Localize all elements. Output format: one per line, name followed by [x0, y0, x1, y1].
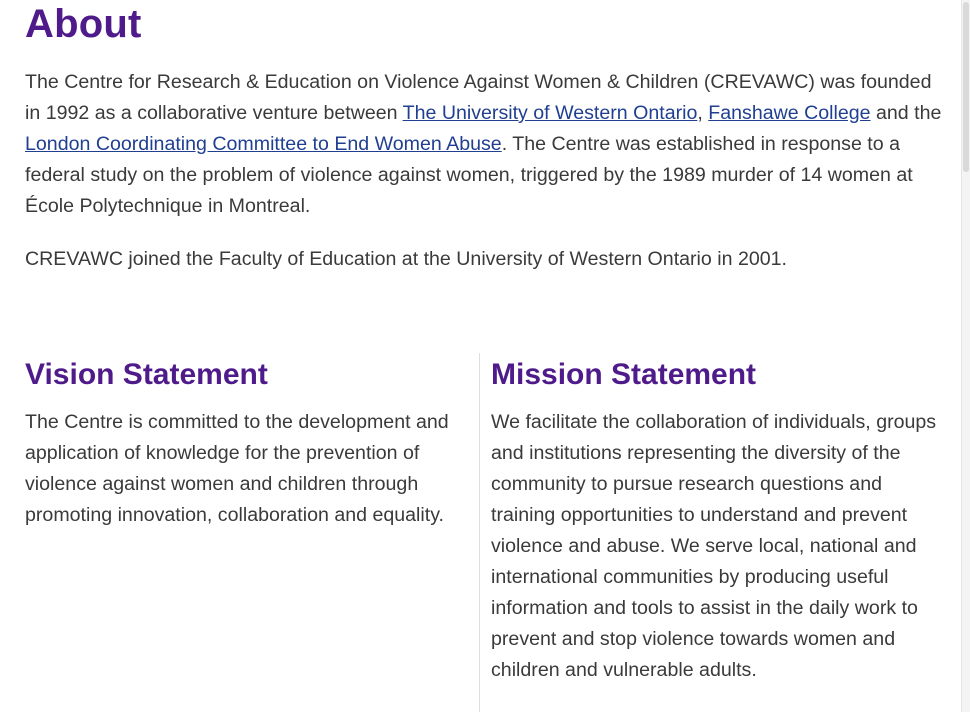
- vision-text: The Centre is committed to the development and application of knowledge for the prevention of violence against women and children through promoting innovation, collaboration and equality.: [25, 411, 449, 526]
- uwo-link[interactable]: The University of Western Ontario: [402, 102, 698, 124]
- about-section: [25, 67, 950, 275]
- lccewa-link[interactable]: London Coordinating Committee to End Women Abuse: [25, 133, 502, 155]
- vision-heading: Vision Statement: [25, 358, 268, 391]
- mission-text: We facilitate the collaboration of individuals, groups and institutions representing the diversity of the community to pursue research questions and training opportunities to understand and prevent violence and abuse. We serve local, national and international communities by producing useful information and tools to assist in the daily work to prevent and stop violence towards women and children and vulnerable adults.: [491, 411, 937, 681]
- about-text-b: and the: [870, 102, 942, 124]
- about-heading: About: [25, 2, 142, 46]
- column-divider: [479, 353, 480, 712]
- about-text-c: . The Centre was established in response to a federal study on the problem of violence against women, triggered by the 1989 murder of 14 women at École Polytechnique in Montreal.: [25, 133, 913, 217]
- about-text-a: The Centre for Research & Education on Violence Against Women & Children (CREVAWC) was founded in 1992 as a collaborative venture between: [25, 71, 932, 124]
- fanshawe-link[interactable]: Fanshawe College: [708, 102, 871, 124]
- about-paragraph-1: [25, 67, 950, 222]
- scrollbar-thumb[interactable]: [963, 2, 969, 172]
- mission-section: [491, 355, 941, 686]
- vertical-scrollbar[interactable]: [961, 0, 970, 712]
- vision-section: [25, 355, 470, 531]
- about-separator: ,: [697, 102, 709, 124]
- about-paragraph-2: CREVAWC joined the Faculty of Education at the University of Western Ontario in 2001.: [25, 248, 787, 270]
- mission-heading: Mission Statement: [491, 358, 757, 391]
